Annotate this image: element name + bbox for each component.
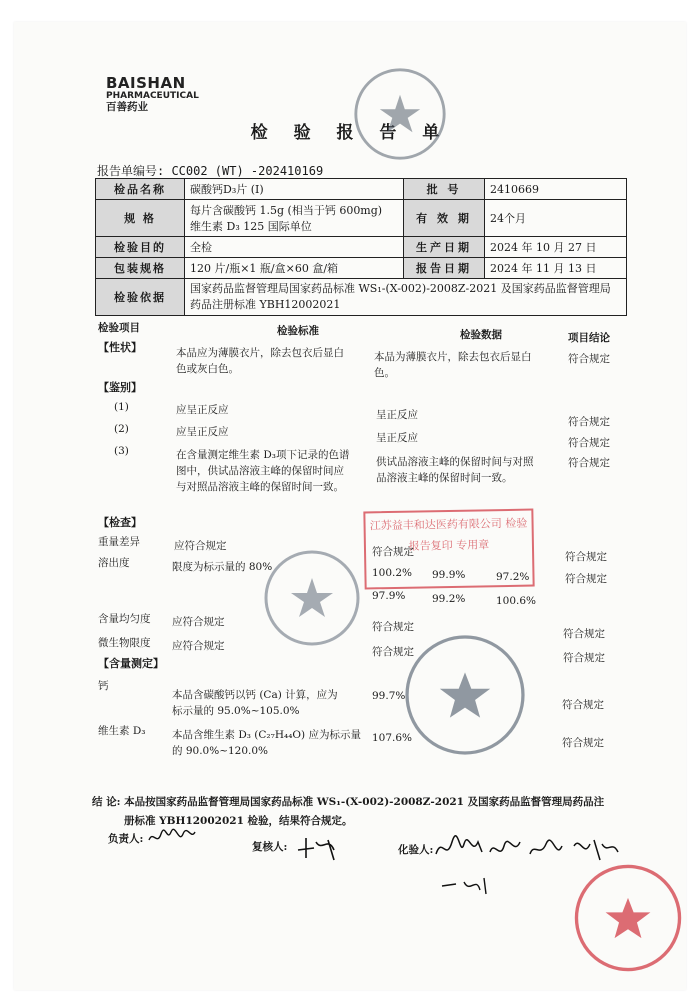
check-uniformity-conclusion: 符合规定 [563, 628, 605, 640]
assay-calcium-conclusion: 符合规定 [562, 699, 604, 711]
identify-n2: (2) [114, 423, 129, 435]
dissolution-value-6: 100.6% [496, 595, 537, 607]
logo-line-1: BAISHAN [106, 74, 186, 92]
name-value: 碳酸钙D₃片 (I) [185, 179, 404, 200]
assay-calcium-std-2: 标示量的 95.0%~105.0% [172, 705, 300, 717]
traits-data-1: 本品为薄膜衣片，除去包衣后显白 [374, 351, 532, 363]
assay-calcium: 钙 [98, 680, 109, 692]
traits-conclusion: 符合规定 [568, 353, 610, 365]
validity-value: 24个月 [485, 200, 627, 237]
check-uniformity: 含量均匀度 [98, 613, 151, 625]
reviewer-label: 复核人: [252, 841, 288, 853]
col-data: 检验数据 [460, 329, 502, 341]
dissolution-value-5: 99.2% [432, 593, 466, 605]
identify-n1-data: 呈正反应 [376, 409, 418, 421]
assay-vitd-conclusion: 符合规定 [562, 737, 604, 749]
identify-n3-conclusion: 符合规定 [568, 457, 610, 469]
logo-line-2: PHARMACEUTICAL [106, 91, 199, 101]
section-traits: 【性状】 [98, 341, 142, 354]
col-item: 检验项目 [98, 322, 140, 334]
col-conclusion: 项目结论 [568, 332, 610, 344]
check-uniformity-std: 应符合规定 [172, 616, 225, 628]
reviewer-signature [294, 832, 344, 866]
identify-n3-std-3: 与对照品溶液主峰的保留时间一致。 [176, 481, 344, 493]
traits-std-1: 本品应为薄膜衣片，除去包衣后显白 [176, 347, 344, 359]
identify-n2-data: 呈正反应 [376, 432, 418, 444]
spec-value-1: 每片含碳酸钙 1.5g (相当于钙 600mg) [190, 204, 383, 217]
header-table [95, 178, 627, 316]
spec-label: 规 格 [96, 200, 185, 237]
conclusion-line-2: 册标准 YBH12002021 检验，结果符合规定。 [124, 815, 353, 827]
spec-cell [185, 200, 404, 237]
identify-n1-conclusion: 符合规定 [568, 416, 610, 428]
batch-value: 2410669 [485, 179, 627, 200]
check-dissolution-conclusion: 符合规定 [565, 573, 607, 585]
identify-n3-std-2: 图中，供试品溶液主峰的保留时间应 [176, 465, 344, 477]
assay-calcium-std-1: 本品含碳酸钙以钙 (Ca) 计算，应为 [172, 689, 338, 701]
identify-n3-data-2: 品溶液主峰的保留时间一致。 [376, 472, 513, 484]
traits-std-2: 色或灰白色。 [176, 363, 239, 375]
assay-vitd-std-1: 本品含维生素 D₃ (C₂₇H₄₄O) 应为标示量 [172, 729, 361, 741]
check-micro: 微生物限度 [98, 637, 151, 649]
copy-stamp-text: 江苏益丰和达医药有限公司 检验报告复印 专用章 [369, 516, 528, 553]
check-weight-std: 应符合规定 [174, 540, 227, 552]
col-standard: 检验标准 [277, 325, 319, 337]
stamp-top [352, 66, 448, 162]
identify-n3-std-1: 在含量测定维生素 D₃项下记录的色谱 [176, 449, 350, 461]
pack-value: 120 片/瓶×1 瓶/盒×60 盒/箱 [185, 258, 404, 279]
dissolution-value-4: 97.9% [372, 590, 406, 602]
assay-vitd-data: 107.6% [372, 732, 413, 744]
responsible-signature [147, 826, 197, 852]
report-number: 报告单编号: CC002 (WT) -202410169 [97, 164, 324, 178]
tester-label: 化验人: [398, 844, 434, 856]
mfg-label: 生产日期 [404, 237, 485, 258]
check-weight-conclusion: 符合规定 [565, 551, 607, 563]
section-identify: 【鉴别】 [98, 381, 142, 394]
report-date-label: 报告日期 [404, 258, 485, 279]
logo-line-3: 百善药业 [106, 101, 148, 113]
name-label: 检品名称 [96, 179, 185, 200]
report-date-value: 2024 年 11 月 13 日 [485, 258, 627, 279]
check-weight-data: 符合规定 [372, 546, 414, 558]
assay-calcium-data: 99.7% [372, 690, 406, 702]
dissolution-value-3: 97.2% [496, 571, 530, 583]
responsible-label: 负责人: [108, 833, 144, 845]
assay-vitd: 维生素 D₃ [98, 725, 146, 737]
check-weight: 重量差异 [98, 536, 140, 548]
identify-n3: (3) [114, 445, 129, 457]
dissolution-value-2: 99.9% [432, 569, 466, 581]
company-logo [106, 76, 199, 113]
identify-n3-data-1: 供试品溶液主峰的保留时间与对照 [376, 456, 534, 468]
identify-n1: (1) [114, 401, 129, 413]
mfg-value: 2024 年 10 月 27 日 [485, 237, 627, 258]
purpose-value: 全检 [185, 237, 404, 258]
section-check: 【检查】 [98, 516, 142, 529]
stamp-right [402, 632, 528, 758]
identify-n1-std: 应呈正反应 [176, 404, 229, 416]
check-micro-std: 应符合规定 [172, 640, 225, 652]
page-title: 检 验 报 告 单 [250, 123, 450, 143]
identify-n2-conclusion: 符合规定 [568, 437, 610, 449]
pack-label: 包装规格 [96, 258, 185, 279]
section-assay: 【含量测定】 [98, 657, 164, 670]
purpose-label: 检验目的 [96, 237, 185, 258]
traits-data-2: 色。 [374, 367, 395, 379]
check-micro-conclusion: 符合规定 [563, 652, 605, 664]
basis-label: 检验依据 [96, 279, 185, 316]
check-micro-data: 符合规定 [372, 646, 414, 658]
check-uniformity-data: 符合规定 [372, 621, 414, 633]
stamp-middle [262, 548, 362, 648]
check-dissolution-std: 限度为标示量的 80% [172, 561, 273, 573]
spec-value-2: 维生素 D₃ 125 国际单位 [190, 220, 312, 233]
dissolution-value-1: 100.2% [372, 567, 413, 579]
conclusion-line-1: 结 论: 本品按国家药品监督管理局国家药品标准 WS₁-(X-002)-2008Z-2021 及国家药品监督管理局药品注 [92, 796, 605, 808]
batch-label: 批 号 [404, 179, 485, 200]
check-dissolution: 溶出度 [98, 557, 130, 569]
assay-vitd-std-2: 的 90.0%~120.0% [172, 745, 269, 757]
identify-n2-std: 应呈正反应 [176, 426, 229, 438]
basis-value: 国家药品监督管理局国家药品标准 WS₁-(X-002)-2008Z-2021 及国家药品监督管理局药品注册标准 YBH12002021 [185, 279, 627, 316]
validity-label: 有 效 期 [404, 200, 485, 237]
stamp-bottom [572, 862, 684, 974]
